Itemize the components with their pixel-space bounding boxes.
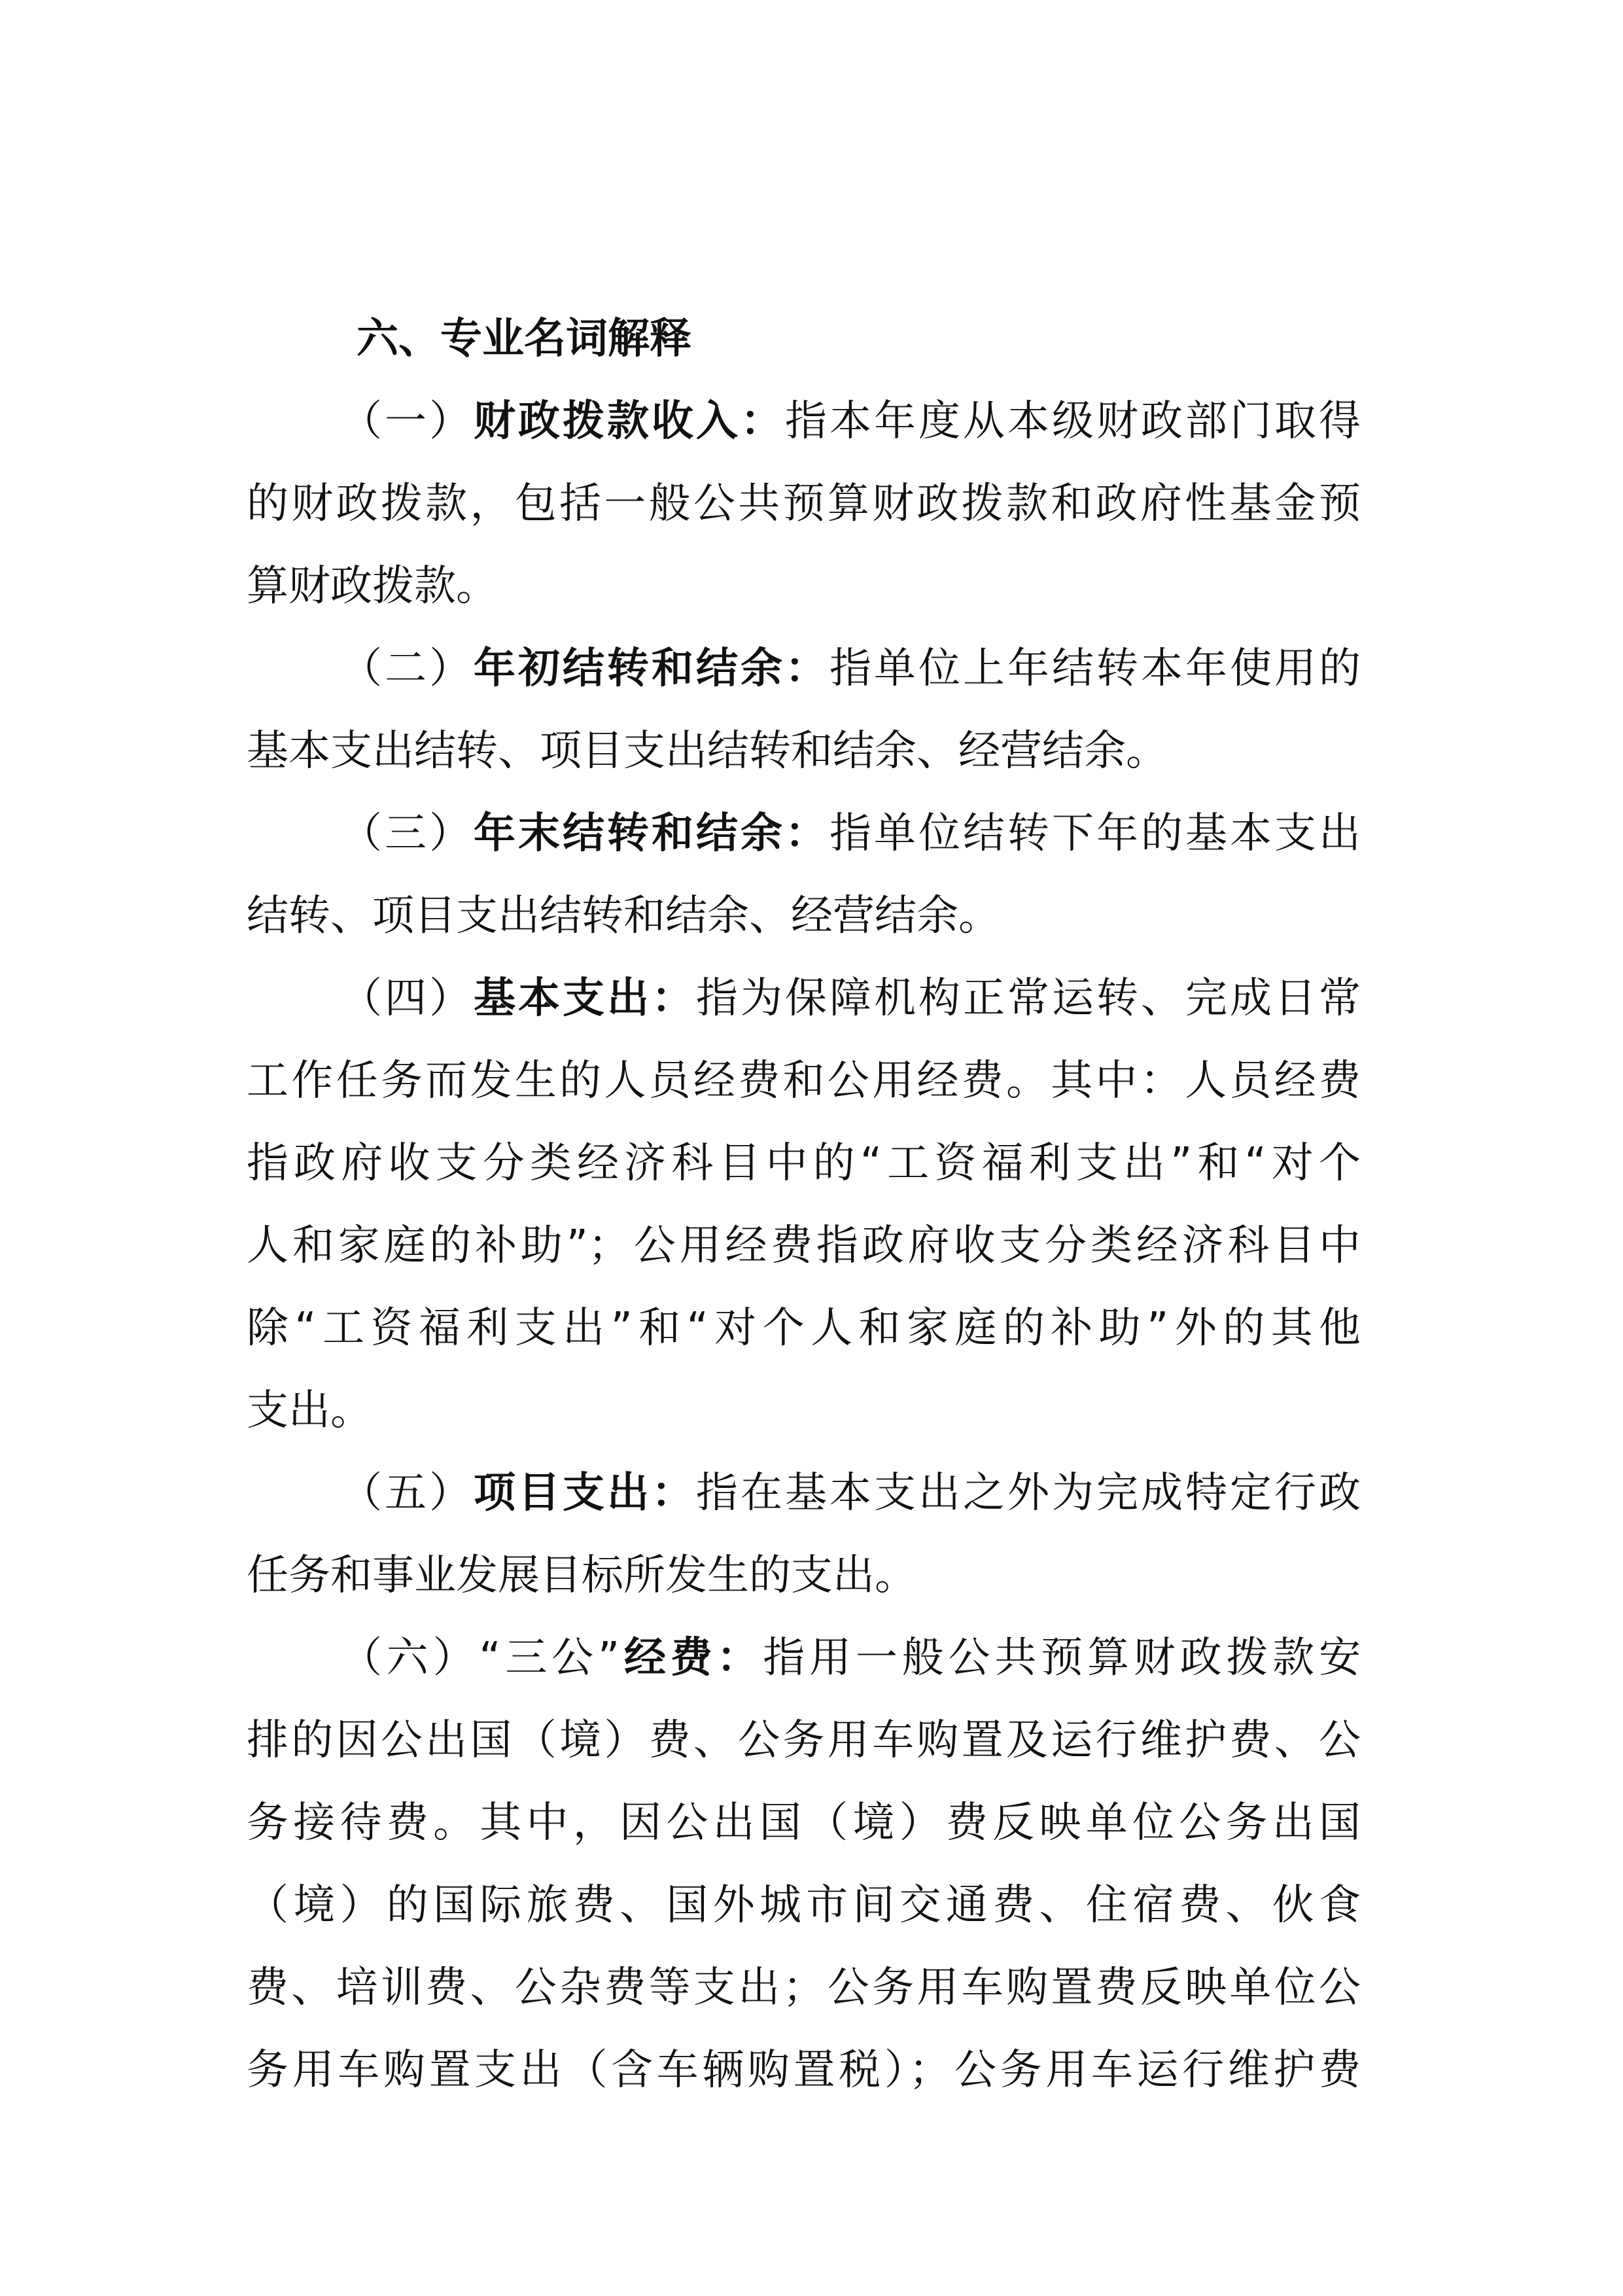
paragraph-line: 人和家庭的补助”；公用经费指政府收支分类经济科目中 <box>247 1222 1361 1270</box>
paragraph-line: 指政府收支分类经济科目中的“工资福利支出”和“对个 <box>247 1139 1361 1188</box>
section-title: 六、专业名词解释 <box>357 315 691 363</box>
paragraph-text: 指本年度从本级财政部门取得 <box>785 397 1361 446</box>
paragraph-text: 指在基本支出之外为完成特定行政 <box>696 1469 1361 1517</box>
paragraph-line <box>247 1617 1361 1699</box>
document-page <box>247 298 1361 2111</box>
term: 年末结转和结余： <box>474 809 829 858</box>
paragraph-5 <box>247 1452 1361 1617</box>
paragraph-4 <box>247 957 1361 1452</box>
paragraph-line: 费、培训费、公杂费等支出；公务用车购置费反映单位公 <box>247 1964 1361 2012</box>
paragraph-1 <box>247 380 1361 627</box>
paragraph-text: 指单位结转下年的基本支出 <box>829 809 1361 858</box>
paragraph-line: 除“工资福利支出”和“对个人和家庭的补助”外的其他 <box>247 1304 1361 1352</box>
paragraph-text: 指为保障机构正常运转、完成日常 <box>696 974 1361 1023</box>
paragraph-label: （一） <box>340 397 474 446</box>
paragraph-line <box>247 792 1361 875</box>
paragraph-3 <box>247 792 1361 957</box>
paragraph-line: 基本支出结转、项目支出结转和结余、经营结余。 <box>247 727 1168 775</box>
paragraph-text: 指单位上年结转本年使用的 <box>829 645 1361 693</box>
paragraph-label: （六）“三公” <box>340 1634 620 1682</box>
paragraph-line <box>247 957 1361 1040</box>
paragraph-2 <box>247 627 1361 792</box>
term: 基本支出： <box>474 974 696 1023</box>
paragraph-line: 工作任务而发生的人员经费和公用经费。其中：人员经费 <box>247 1057 1361 1105</box>
paragraph-line: 的财政拨款，包括一般公共预算财政拨款和政府性基金预 <box>247 480 1361 528</box>
term: 年初结转和结余： <box>474 645 829 693</box>
paragraph-line: 任务和事业发展目标所发生的支出。 <box>247 1551 916 1600</box>
paragraph-line: 务接待费。其中，因公出国（境）费反映单位公务出国 <box>247 1799 1361 1847</box>
paragraph-line: 算财政拨款。 <box>247 562 498 610</box>
paragraph-line: 结转、项目支出结转和结余、经营结余。 <box>247 892 1000 940</box>
paragraph-line: 支出。 <box>247 1386 372 1435</box>
paragraph-line <box>247 627 1361 710</box>
term: 财政拨款收入： <box>474 397 785 446</box>
paragraph-label: （五） <box>340 1469 474 1517</box>
paragraph-label: （三） <box>340 809 474 858</box>
term: 经费： <box>620 1634 763 1682</box>
paragraph-line: 排的因公出国（境）费、公务用车购置及运行维护费、公 <box>247 1716 1361 1765</box>
paragraph-line: 务用车购置支出（含车辆购置税）；公务用车运行维护费 <box>247 2046 1361 2094</box>
paragraph-text: 指用一般公共预算财政拨款安 <box>763 1634 1361 1682</box>
paragraph-line <box>247 380 1361 463</box>
paragraph-label: （四） <box>340 974 474 1023</box>
term: 项目支出： <box>474 1469 696 1517</box>
paragraph-line <box>247 1452 1361 1534</box>
paragraph-label: （二） <box>340 645 474 693</box>
paragraph-line: （境）的国际旅费、国外城市间交通费、住宿费、伙食 <box>247 1881 1361 1930</box>
paragraph-6 <box>247 1617 1361 2111</box>
